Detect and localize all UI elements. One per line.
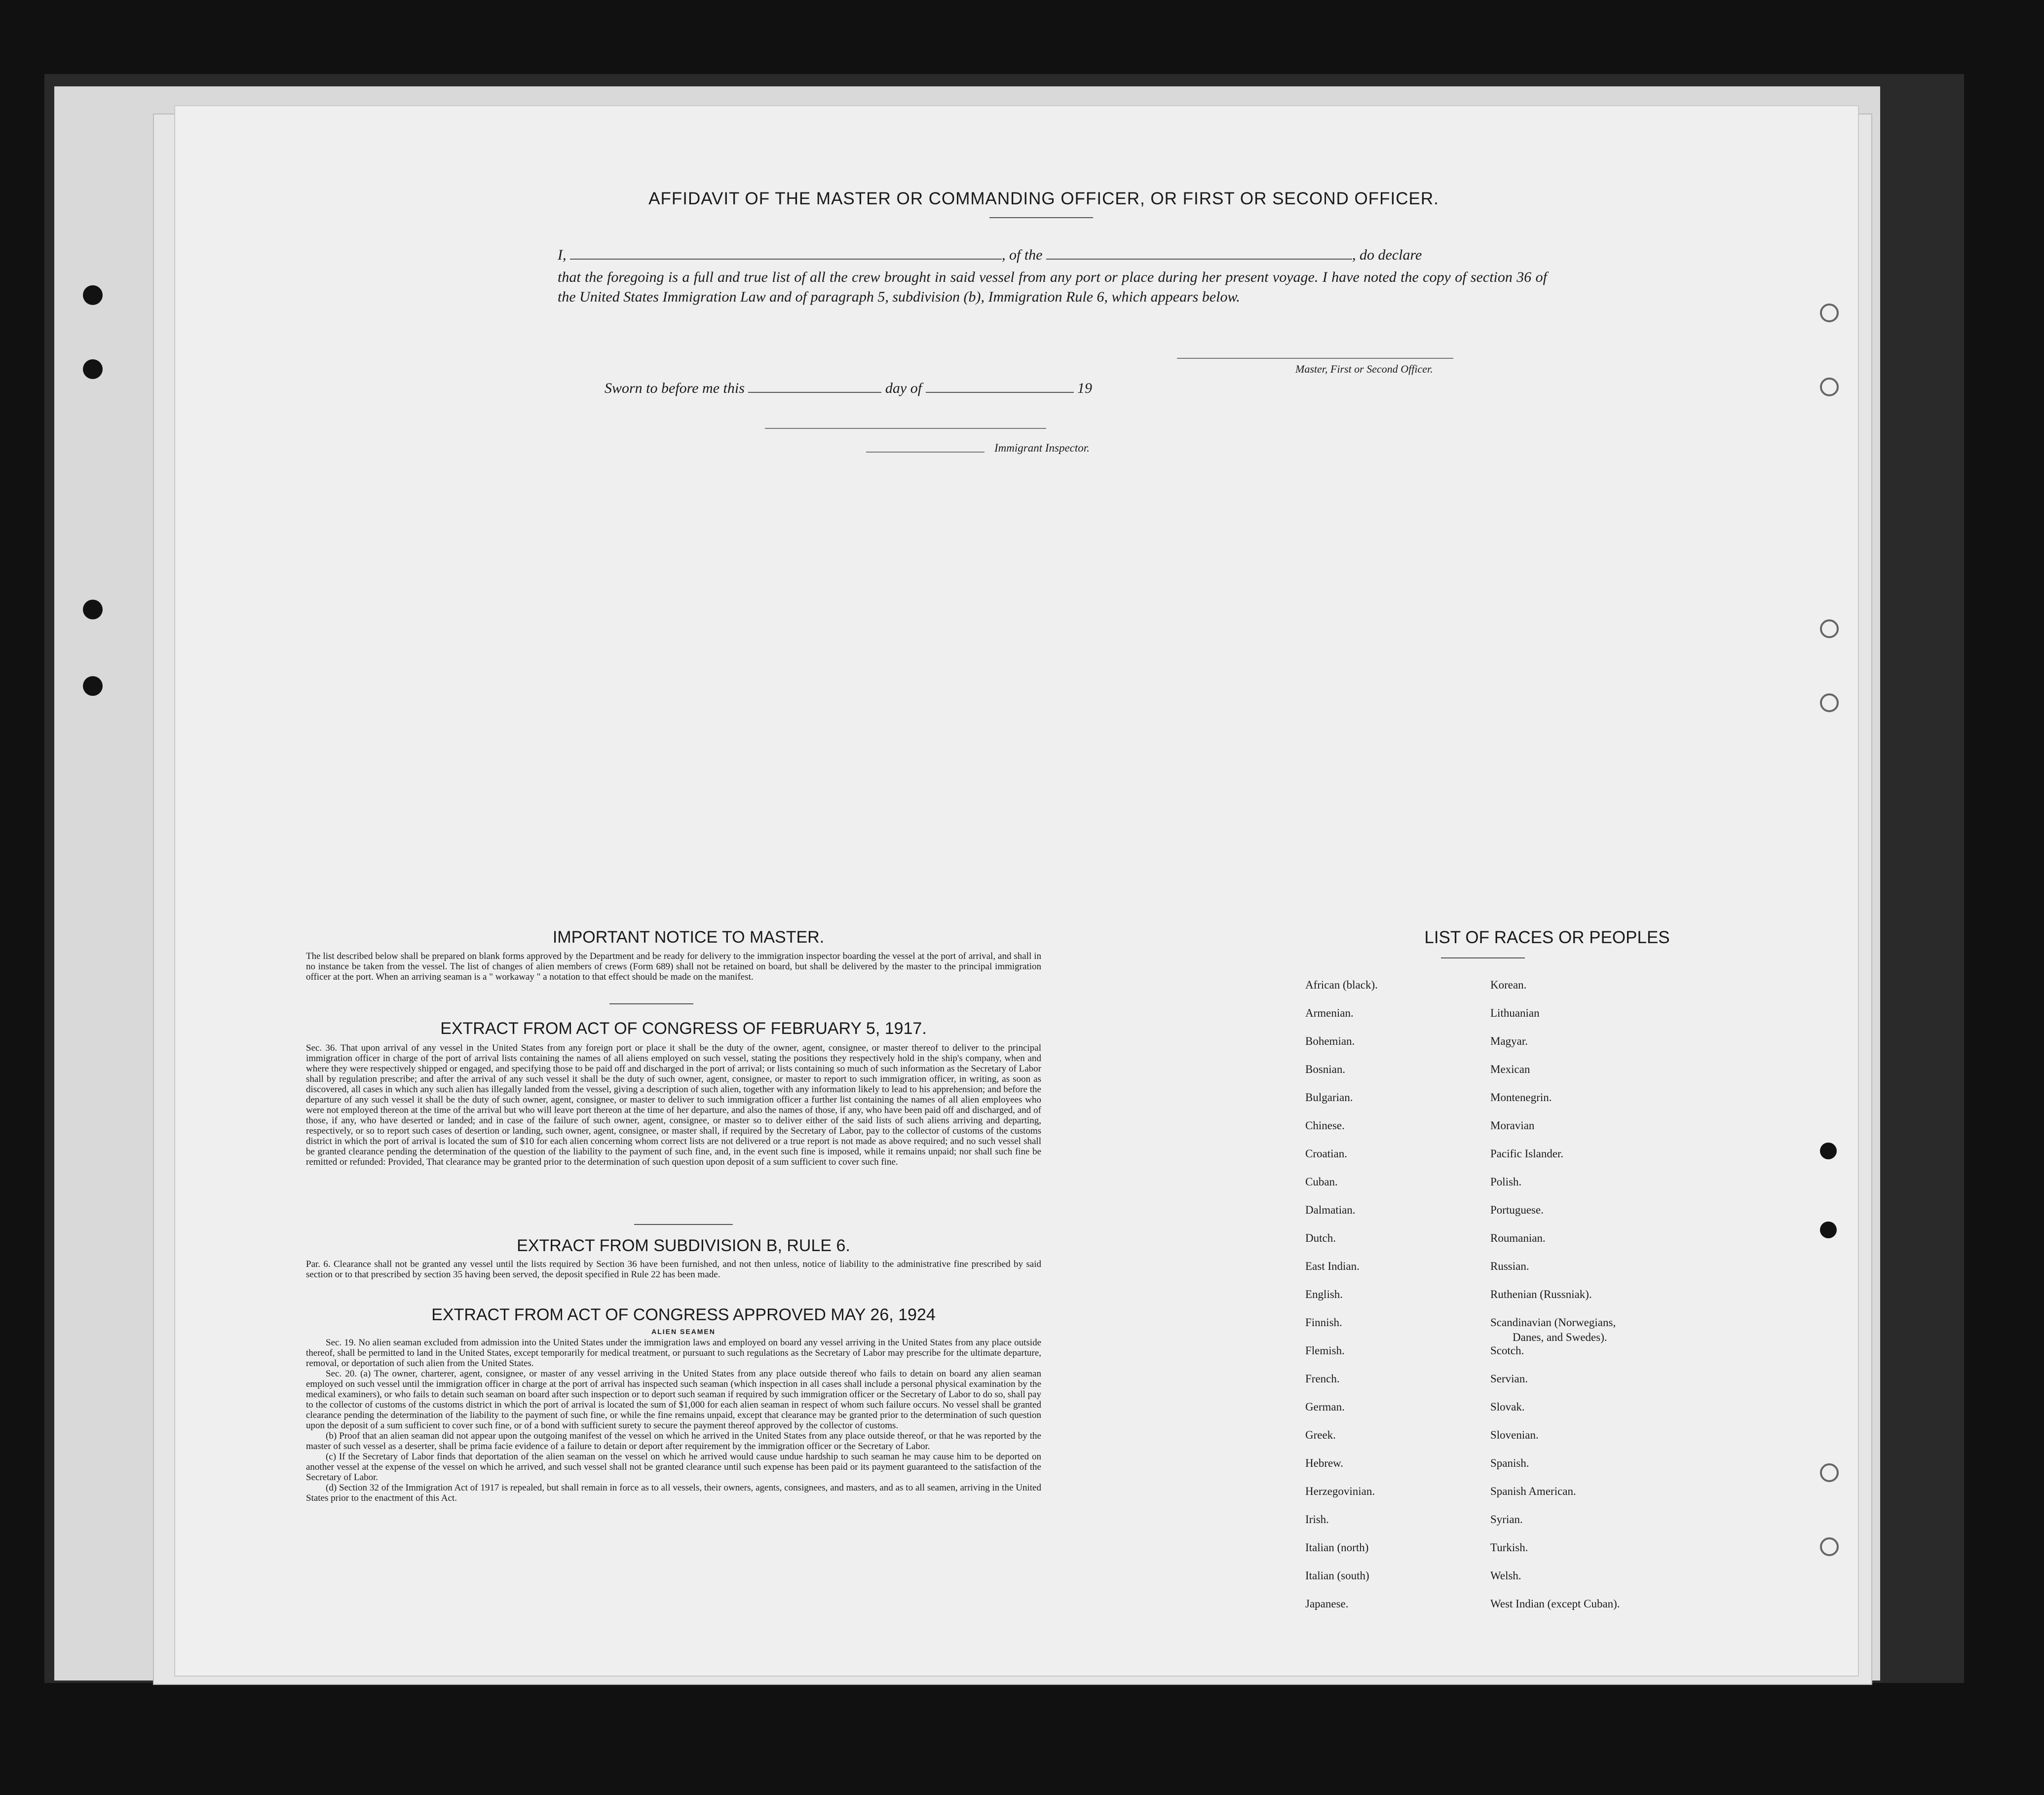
race-item: Montenegrin. (1490, 1091, 1552, 1104)
race-item: Spanish American. (1490, 1485, 1576, 1497)
declaration-line (558, 247, 1422, 264)
race-item: Portuguese. (1490, 1204, 1544, 1216)
notice-body: The list described below shall be prepared on blank forms approved by the Department and be ready for delivery to the immigration inspector boarding the vessel at the port of arrival, and shall in no instance be taken from the vessel. The list of changes of alien members of crews (Form 689) shall not be retained on board, but shall be delivered by the master to the principal immigration officer at the port. When an arriving seaman is a " workaway " a notation to that effect should be made on the manifest. (306, 951, 1041, 982)
race-item: Irish. (1305, 1513, 1329, 1526)
race-item: West Indian (except Cuban). (1490, 1598, 1620, 1610)
extract-rule6-title: EXTRACT FROM SUBDIVISION B, RULE 6. (517, 1236, 850, 1255)
race-item: Scotch. (1490, 1344, 1524, 1357)
race-item: Dutch. (1305, 1232, 1336, 1244)
affidavit-title: AFFIDAVIT OF THE MASTER OR COMMANDING OFFICER, OR FIRST OR SECOND OFFICER. (648, 189, 1439, 208)
race-item: Turkish. (1490, 1541, 1528, 1554)
punch-hole (1820, 1463, 1839, 1482)
extract-1924-sec20a: Sec. 20. (a) The owner, charterer, agent, consignee, or master of any vessel arriving in the United States from any place outside thereof who fails to detain on board any alien seaman employed on such vessel until the immigration officer in charge at the port of arrival has inspected such seaman (which inspection in all cases shall include a personal physical examination by the medical examiners), or who fails to detain such seaman on board after such inspection or to deport such seaman if required by such immigration officer or the Secretary of Labor to do so, shall pay to the collector of customs of the customs district in which the port of arrival is located the sum of $1,000 for each alien seaman in respect of whom such failure occurs. No vessel shall be granted clearance pending the determination of the liability to the payment of such fine, or while the fine remains unpaid, except that clearance may be granted prior to the determination of such question upon the deposit of a sum sufficient to cover such fine, or of a bond with sufficient surety to secure the payment thereof approved by the collector of customs. (306, 1369, 1041, 1431)
race-item: Moravian (1490, 1119, 1535, 1132)
race-item: Finnish. (1305, 1316, 1342, 1329)
inspector-caption: Immigrant Inspector. (994, 442, 1090, 454)
day-blank (748, 392, 881, 393)
divider (609, 1003, 693, 1004)
race-item: English. (1305, 1288, 1343, 1300)
extract-1924-title: EXTRACT FROM ACT OF CONGRESS APPROVED MAY 26, 1924 (431, 1305, 936, 1324)
race-item: Roumanian. (1490, 1232, 1546, 1244)
race-item: Magyar. (1490, 1035, 1528, 1047)
race-item: Slovenian. (1490, 1429, 1539, 1441)
binder-hole (83, 285, 103, 305)
day-of-label: day of (885, 380, 922, 396)
race-item: Italian (north) (1305, 1541, 1369, 1554)
race-item: Scandinavian (Norwegians, (1490, 1316, 1616, 1329)
month-blank (926, 392, 1074, 393)
race-item: Slovak. (1490, 1401, 1525, 1413)
race-item: Spanish. (1490, 1457, 1529, 1469)
race-item: Russian. (1490, 1260, 1529, 1272)
race-item: Dalmatian. (1305, 1204, 1356, 1216)
declaration-body: that the foregoing is a full and true list of all the crew brought in said vessel from any port or place during her present voyage. I have noted the copy of section 36 of the United States Immigration Law and of paragraph 5, subdivision (b), Immigration Rule 6, which appears below. (558, 269, 1547, 305)
race-item: Syrian. (1490, 1513, 1523, 1526)
sworn-line (605, 380, 1092, 397)
race-item: Pacific Islander. (1490, 1147, 1564, 1160)
race-item: Armenian. (1305, 1007, 1354, 1019)
binder-hole (83, 359, 103, 379)
i-label: I, (558, 247, 567, 263)
race-item: Lithuanian (1490, 1007, 1540, 1019)
vessel-blank (1046, 259, 1352, 260)
race-item: German. (1305, 1401, 1345, 1413)
extract-1924-sec20c: (c) If the Secretary of Labor finds that deportation of the alien seaman on the vessel on which he arrived would cause undue hardship to such seaman he may cause him to be deported on another vessel at the expense of the vessel on which he arrived, and such vessel shall not be granted clearance until such expense has been paid or its payment guaranteed to the satisfaction of the Secretary of Labor. (306, 1451, 1041, 1483)
race-item: Bohemian. (1305, 1035, 1355, 1047)
race-item: Servian. (1490, 1373, 1528, 1385)
document-page (175, 106, 1858, 1676)
extract-1924-sec20d: (d) Section 32 of the Immigration Act of 1917 is repealed, but shall remain in force as to all vessels, their owners, agents, consignees, and masters, and as to all seamen, arriving in the United States prior to the enactment of this Act. (306, 1483, 1041, 1503)
race-item: Mexican (1490, 1063, 1530, 1075)
inspector-signature-line (765, 428, 1046, 429)
binder-hole (83, 600, 103, 619)
sworn-label: Sworn to before me this (605, 380, 745, 396)
race-item: Bulgarian. (1305, 1091, 1353, 1104)
race-item: African (black). (1305, 979, 1378, 991)
punch-hole (1820, 619, 1839, 638)
of-the-label: , of the (1002, 247, 1043, 263)
extract-1924-body (306, 1337, 1041, 1503)
race-item: Polish. (1490, 1176, 1522, 1188)
name-blank (570, 259, 1002, 260)
race-item: Italian (south) (1305, 1569, 1369, 1582)
master-signature-caption: Master, First or Second Officer. (1295, 363, 1433, 375)
signature-line (1177, 358, 1453, 359)
race-item: Japanese. (1305, 1598, 1349, 1610)
extract-1924-sec20b: (b) Proof that an alien seaman did not appear upon the outgoing manifest of the vessel on which he arrived in the United States from any place outside thereof, or that he was reported by the master of such vessel as a deserter, shall be prima facie evidence of a failure to detain or deport after requirement by the immigration officer or the Secretary of Labor. (306, 1431, 1041, 1451)
extract-1917-body: Sec. 36. That upon arrival of any vessel in the United States from any foreign port or place it shall be the duty of the owner, agent, consignee, or master thereof to deliver to the principal immigration officer in charge of the port of arrival lists containing the names of all aliens employed on such vessel, stating the positions they respectively hold in the ship's company, when and where they were respectively shipped or engaged, and specifying those to be paid off and discharged in the port of arrival; or lists containing so much of such information as the Secretary of Labor shall by regulation prescribe; and after the arrival of any such vessel it shall be the duty of such owner, agent, consignee, or master to report to such immigration officer, in writing, as soon as discovered, all cases in which any such alien has illegally landed from the vessel, giving a description of such alien, together with any information likely to lead to his apprehension; and before the departure of any such vessel it shall be the duty of such owner, agent, consignee, or master to deliver to such immigration officer a further list containing the names of all alien employees who were not employed thereon at the time of the arrival but who will leave port thereon at the time of her departure, and also the names of those, if any, who have been paid off and discharged, and of those, if any, who have deserted or landed; and in case of the failure of such owner, agent, consignee, or master so to deliver either of the said lists of such aliens arriving and departing, respectively, or so to report such cases of desertion or landing, such owner, agent, consignee, or master shall, if required by the Secretary of Labor, pay to the collector of customs of the customs district in which the port of arrival is located the sum of $10 for each alien concerning whom correct lists are not delivered or a true report is not made as above required; and no such vessel shall be granted clearance pending the determination of the question of the liability to the payment of such fine, and, in the event such fine is imposed, while it remains unpaid; nor shall such fine be remitted or refunded: Provided, That clearance may be granted prior to the determination of such question upon deposit of a sum sufficient to cover such fine. (306, 1043, 1041, 1167)
inspector-dash (866, 452, 984, 453)
extract-rule6-body: Par. 6. Clearance shall not be granted any vessel until the lists required by Section 36 have been furnished, and not then unless, notice of liability to the administrative fine prescribed by said section or to that prescribed by section 35 having been served, the deposit specified in Rule 22 has been made. (306, 1259, 1041, 1280)
race-item: Greek. (1305, 1429, 1336, 1441)
race-item: French. (1305, 1373, 1340, 1385)
do-declare-label: , do declare (1352, 247, 1422, 263)
year-prefix: 19 (1077, 380, 1093, 396)
punch-hole (1820, 1143, 1837, 1159)
race-item: Ruthenian (Russniak). (1490, 1288, 1592, 1300)
notice-title: IMPORTANT NOTICE TO MASTER. (552, 928, 825, 947)
race-item: Cuban. (1305, 1176, 1338, 1188)
punch-hole (1820, 1222, 1837, 1238)
races-title: LIST OF RACES OR PEOPLES (1424, 928, 1670, 947)
race-item: Croatian. (1305, 1147, 1347, 1160)
punch-hole (1820, 304, 1839, 322)
race-item: Flemish. (1305, 1344, 1345, 1357)
binder-hole (83, 676, 103, 696)
extract-1924-subtitle: ALIEN SEAMEN (651, 1328, 716, 1336)
race-item: Herzegovinian. (1305, 1485, 1375, 1497)
race-item: Korean. (1490, 979, 1527, 991)
punch-hole (1820, 378, 1839, 396)
race-item: East Indian. (1305, 1260, 1360, 1272)
divider (634, 1224, 733, 1225)
extract-1917-title: EXTRACT FROM ACT OF CONGRESS OF FEBRUARY 5, 1917. (440, 1019, 927, 1038)
race-item: Welsh. (1490, 1569, 1521, 1582)
extract-1924-sec19: Sec. 19. No alien seaman excluded from admission into the United States under the immigration laws and employed on board any vessel arriving in the United States from any place outside thereof, shall be permitted to land in the United States, except temporarily for medical treatment, or pursuant to such regulations as the Secretary of Labor may prescribe for the ultimate departure, removal, or deportation of such alien from the United States. (306, 1337, 1041, 1369)
race-item: Chinese. (1305, 1119, 1345, 1132)
race-item: Bosnian. (1305, 1063, 1346, 1075)
punch-hole (1820, 1537, 1839, 1556)
punch-hole (1820, 693, 1839, 712)
race-item: Hebrew. (1305, 1457, 1344, 1469)
divider (989, 217, 1093, 218)
divider (1441, 957, 1525, 958)
race-item: Danes, and Swedes). (1513, 1331, 1607, 1343)
